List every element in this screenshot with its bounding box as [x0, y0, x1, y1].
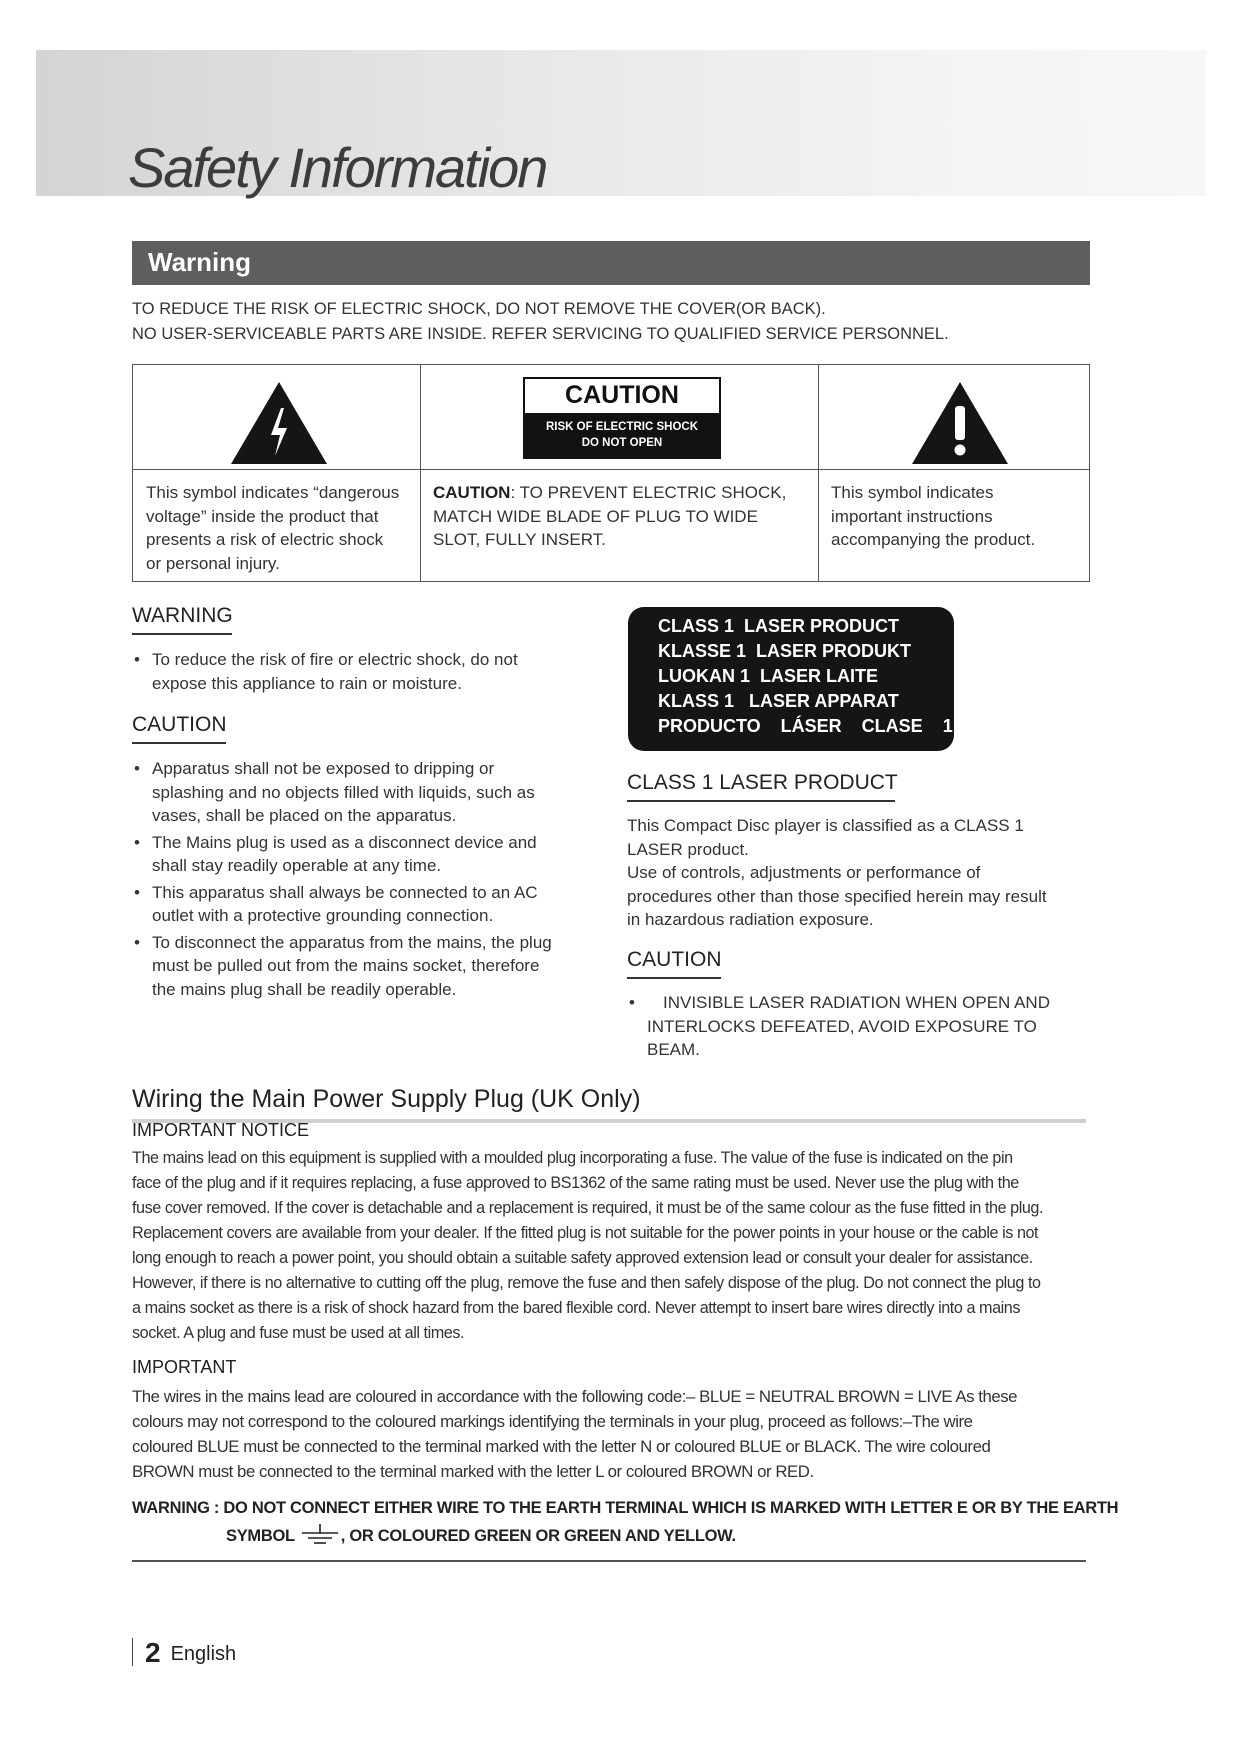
laser-label-line: KLASSE 1 LASER PRODUKT: [658, 641, 912, 661]
text-line: However, if there is no alternative to cutting off the plug, remove the fuse and then safely dispose of the plug. Do not connect the plug to: [132, 1274, 1041, 1292]
caution-label-subtitle: [525, 413, 719, 457]
warning-list: [132, 648, 592, 698]
table-divider: [420, 365, 421, 581]
text-line: Replacement covers are available from your dealer. If the fitted plug is not suitable for the power points in your house or the cable is not: [132, 1224, 1039, 1242]
list-item: [627, 991, 1087, 1062]
list-item: [132, 648, 592, 695]
exclamation-warning-icon: [910, 380, 1010, 466]
text-line: : TO PREVENT ELECTRIC SHOCK,: [510, 483, 787, 502]
laser-label-line: CLASS 1 LASER PRODUCT: [658, 616, 900, 636]
dangerous-voltage-description: [146, 481, 399, 575]
text-line: INTERLOCKS DEFEATED, AVOID EXPOSURE TO: [647, 1016, 1037, 1036]
text-line: the mains plug shall be readily operable.: [152, 979, 457, 999]
text-line: in hazardous radiation exposure.: [627, 910, 874, 929]
text-line: outlet with a protective grounding connection.: [152, 906, 494, 925]
text-line: a mains socket as there is a risk of shock hazard from the bared flexible cord. Never attempt to insert bare wires directly into a mains: [132, 1299, 1020, 1317]
text-line: INVISIBLE LASER RADIATION WHEN OPEN AND: [663, 993, 1050, 1012]
caution-label-line: RISK OF ELECTRIC SHOCK: [545, 421, 699, 433]
text-line: or personal injury.: [146, 553, 280, 573]
text-line: , OR COLOURED GREEN OR GREEN AND YELLOW.: [340, 1527, 736, 1545]
text-line: socket. A plug and fuse must be used at all times.: [132, 1324, 465, 1342]
page-footer: [132, 1637, 236, 1669]
earth-ground-icon: [299, 1523, 341, 1545]
text-line: long enough to reach a power point, you should obtain a suitable safety approved extension lead or consult your dealer for assistance.: [132, 1249, 1033, 1267]
intro-line: NO USER-SERVICEABLE PARTS ARE INSIDE. REFER SERVICING TO QUALIFIED SERVICE PERSONNEL.: [132, 325, 949, 343]
table-divider: [133, 469, 1089, 470]
page-language: English: [170, 1643, 237, 1665]
text-line: This symbol indicates “dangerous: [146, 483, 400, 502]
text-line: BEAM.: [647, 1040, 700, 1059]
caution-label-title: CAUTION: [565, 381, 679, 409]
text-line: expose this appliance to rain or moisture.: [152, 673, 462, 693]
text-line: [132, 1522, 1118, 1550]
text-line: • This apparatus shall always be connected to an AC: [152, 882, 538, 902]
warning-heading: WARNING: [132, 604, 233, 627]
text-line: shall stay readily operable at any time.: [152, 856, 442, 875]
intro-text: [132, 297, 949, 347]
text-line: face of the plug and if it requires replacing, a fuse approved to BS1362 of the same rating must be used. Never use the plug with the: [132, 1174, 1019, 1192]
text-line: voltage” inside the product that: [146, 506, 379, 526]
list-item: [132, 931, 612, 1002]
important-notice-text: [132, 1146, 1043, 1346]
text-line: The mains lead on this equipment is supplied with a moulded plug incorporating a fuse. The value of the fuse is indicated on the pin: [132, 1149, 1013, 1167]
text-line: fuse cover removed. If the cover is detachable and a replacement is required, it must be of the same colour as the fuse fitted in the plug.: [132, 1199, 1044, 1217]
list-item: [132, 881, 612, 928]
text-line: • To disconnect the apparatus from the mains, the plug: [152, 932, 552, 952]
page-title: Safety Information: [128, 136, 547, 199]
warning-section-bar: [132, 241, 1090, 285]
class1-laser-description: [627, 814, 1087, 932]
important-instructions-description: [831, 481, 1035, 552]
important-heading: IMPORTANT: [132, 1357, 237, 1377]
page-number: 2: [145, 1637, 161, 1668]
footer-divider: [132, 1638, 133, 1666]
bullet: •: [629, 993, 635, 1012]
warning-bar-label: Warning: [148, 247, 252, 277]
text-line: Use of controls, adjustments or performance of: [627, 863, 981, 882]
heading-underline: [627, 977, 721, 979]
text-line: LASER product.: [627, 839, 749, 859]
text-line: procedures other than those specified herein may result: [627, 886, 1047, 906]
text-line: must be pulled out from the mains socket, therefore: [152, 956, 540, 975]
important-notice-heading: IMPORTANT NOTICE: [132, 1120, 310, 1140]
laser-caution-heading: CAUTION: [627, 948, 722, 971]
earth-terminal-warning: [132, 1494, 1118, 1550]
caution-heading: CAUTION: [132, 713, 227, 736]
caution-label: [523, 377, 721, 459]
text-line: accompanying the product.: [831, 530, 1036, 549]
text-line: MATCH WIDE BLADE OF PLUG TO WIDE: [433, 506, 758, 526]
text-line: BROWN must be connected to the terminal marked with the letter L or coloured BROWN or RED.: [132, 1462, 814, 1481]
heading-underline: [132, 633, 232, 635]
text-line: coloured BLUE must be connected to the terminal marked with the letter N or coloured BLUE or BLACK. The wire coloured: [132, 1437, 991, 1456]
caution-list: [132, 757, 612, 1004]
text-line: vases, shall be placed on the apparatus.: [152, 806, 457, 825]
laser-label-line: LUOKAN 1 LASER LAITE: [658, 666, 879, 686]
symbol-table: [132, 364, 1090, 582]
bottom-rule: [132, 1560, 1086, 1562]
text-line: • Apparatus shall not be exposed to dripping or: [152, 759, 495, 778]
text-line: This Compact Disc player is classified as a CLASS 1: [627, 816, 1024, 835]
heading-underline: [627, 800, 895, 802]
table-divider: [818, 365, 819, 581]
text-line: presents a risk of electric shock: [146, 530, 384, 549]
text-line: colours may not correspond to the coloured markings identifying the terminals in your plug, proceed as follows:–The wire: [132, 1412, 973, 1431]
wiring-section-title: Wiring the Main Power Supply Plug (UK Only): [132, 1085, 641, 1113]
text-line: SLOT, FULLY INSERT.: [433, 530, 606, 549]
laser-label-line: PRODUCTO LÁSER CLASE 1: [658, 716, 953, 736]
text-line: This symbol indicates: [831, 483, 994, 502]
list-item: [132, 757, 612, 828]
caution-plug-description: [433, 481, 786, 552]
laser-label-line: KLASS 1 LASER APPARAT: [658, 691, 899, 711]
class1-laser-heading: CLASS 1 LASER PRODUCT: [627, 771, 898, 794]
laser-product-label: [628, 607, 954, 751]
intro-line: TO REDUCE THE RISK OF ELECTRIC SHOCK, DO NOT REMOVE THE COVER(OR BACK).: [132, 300, 826, 318]
heading-underline: [132, 742, 226, 744]
text-line: WARNING : DO NOT CONNECT EITHER WIRE TO THE EARTH TERMINAL WHICH IS MARKED WITH LETTER E OR BY THE EARTH: [132, 1499, 1119, 1517]
caution-bold: CAUTION: [433, 483, 511, 502]
caution-label-line: DO NOT OPEN: [581, 437, 663, 449]
electric-shock-warning-icon: [229, 380, 329, 466]
important-text: [132, 1384, 1017, 1484]
text-line: • To reduce the risk of fire or electric shock, do not: [152, 650, 518, 669]
text-line: • The Mains plug is used as a disconnect device and: [152, 832, 537, 852]
text-line: splashing and no objects filled with liquids, such as: [152, 782, 535, 802]
text-line: important instructions: [831, 506, 993, 526]
laser-caution-list: [627, 991, 1087, 1062]
symbol-word: SYMBOL: [226, 1527, 295, 1545]
text-line: The wires in the mains lead are coloured in accordance with the following code:– BLUE = NEUTRAL BROWN = LIVE As these: [132, 1387, 1018, 1406]
list-item: [132, 831, 612, 878]
